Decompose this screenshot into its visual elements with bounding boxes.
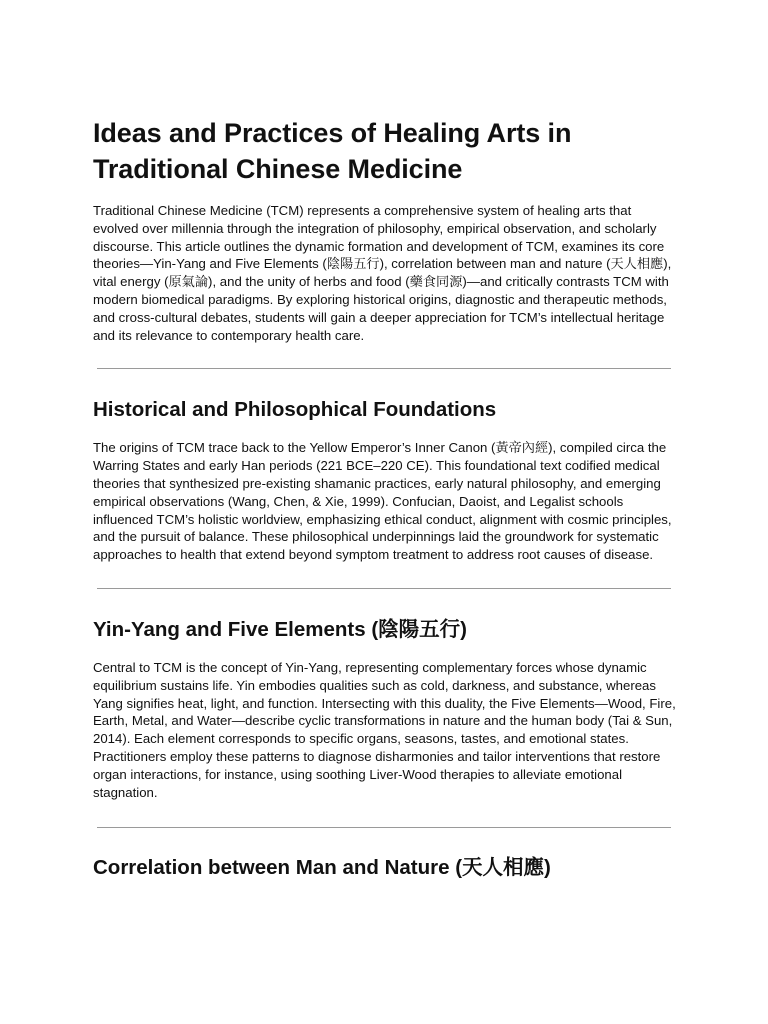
section-body-historical: The origins of TCM trace back to the Yellow Emperor’s Inner Canon (黃帝內經), compiled circa the Warring States and early Han periods (221 BCE–220 CE). This foundational text codified medical theories that synthesized pre-existing shamanic practices, early natural philosophy, and emerging empirical observations (Wang, Chen, & Xie, 1999). Confucian, Daoist, and Legalist schools influenced TCM’s holistic worldview, emphasizing ethical conduct, alignment with cosmic principles, and the pursuit of balance. These philosophical underpinnings laid the groundwork for systematic approaches to health that extend beyond symptom treatment to address root causes of disease. (93, 440, 672, 563)
section-divider (97, 368, 671, 369)
section-heading-correlation: Correlation between Man and Nature (天人相應) (93, 856, 551, 880)
article-title: Ideas and Practices of Healing Arts in Traditional Chinese Medicine (93, 118, 572, 184)
intro-paragraph: Traditional Chinese Medicine (TCM) represents a comprehensive system of healing arts that evolved over millennia through the integration of philosophy, empirical observation, and scholarly discourse. This article outlines the dynamic formation and development of TCM, examines its core theories—Yin-Yang and Five Elements (陰陽五行), correlation between man and nature (天人相應), vital energy (原氣論), and the unity of herbs and food (藥食同源)—and critically contrasts TCM with modern biomedical paradigms. By exploring historical origins, diagnostic and therapeutic methods, and cross-cultural debates, students will gain a deeper appreciation for TCM’s intellectual heritage and its relevance to contemporary health care. (93, 203, 672, 343)
section-divider (97, 588, 671, 589)
section-heading-yin-yang: Yin-Yang and Five Elements (陰陽五行) (93, 617, 467, 641)
section-heading-historical: Historical and Philosophical Foundations (93, 398, 497, 422)
section-body-yin-yang: Central to TCM is the concept of Yin-Yang, representing complementary forces whose dynamic equilibrium sustains life. Yin embodies qualities such as cold, darkness, and substance, whereas Yang signifies heat, light, and function. Intersecting with this duality, the Five Elements—Wood, Fire, Earth, Metal, and Water—describe cyclic transformations in nature and the human body (Tai & Sun, 2014). Each element corresponds to specific organs, seasons, tastes, and emotional states. Practitioners employ these patterns to diagnose disharmonies and tailor interventions that restore organ interactions, for instance, using soothing Liver-Wood therapies to alleviate emotional stagnation. (93, 659, 676, 800)
section-divider (97, 827, 671, 828)
